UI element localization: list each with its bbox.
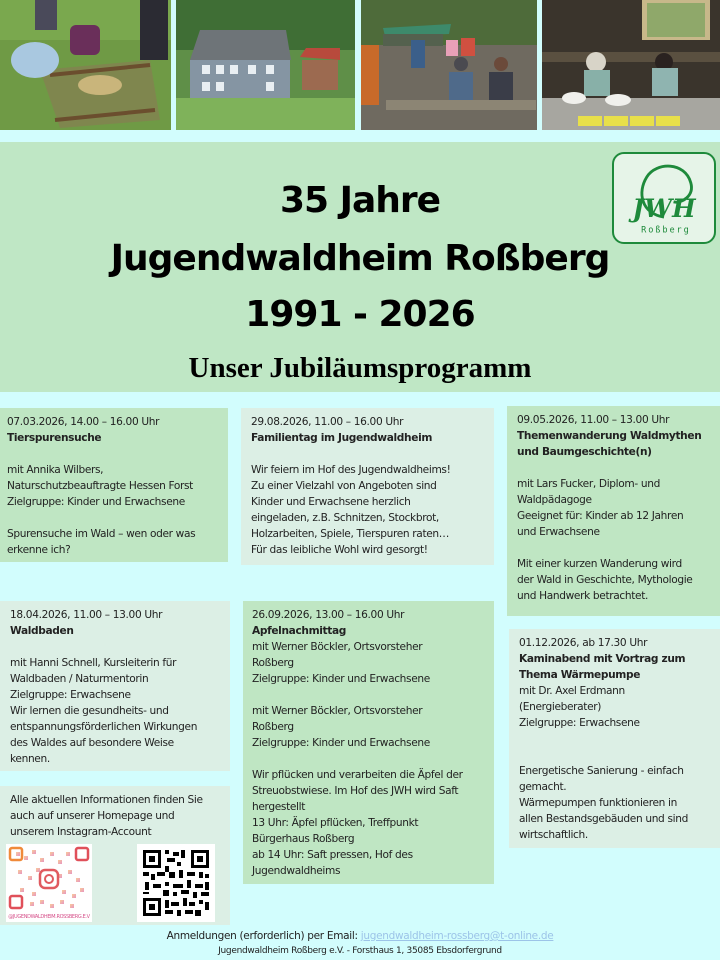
event-text: Zielgruppe: Kinder und Erwachsene bbox=[252, 673, 430, 685]
event-card-tierspurensuche bbox=[0, 408, 228, 562]
event-text: des Waldes auf besondere Weise bbox=[10, 737, 174, 749]
event-title-cont: Thema Wärmepumpe bbox=[519, 669, 641, 681]
event-card-waldbaden bbox=[0, 601, 230, 771]
event-text: der Wald in Geschichte, Mythologie bbox=[517, 574, 693, 586]
event-text: hergestellt bbox=[252, 801, 306, 813]
event-text bbox=[7, 446, 221, 462]
registration-label: Anmeldungen (erforderlich) per Email: bbox=[166, 930, 361, 942]
homepage-qr-code[interactable] bbox=[137, 844, 215, 922]
event-text: gemacht. bbox=[519, 781, 567, 793]
event-text: Spurensuche im Wald – wen oder was bbox=[7, 528, 196, 540]
photo-group-in-forest-camp bbox=[361, 0, 537, 130]
header-banner bbox=[0, 142, 720, 392]
event-text: Roßberg bbox=[252, 657, 294, 669]
photo-jugendwaldheim-building bbox=[176, 0, 355, 130]
event-text bbox=[517, 540, 713, 556]
event-text: entspannungsförderlichen Wirkungen bbox=[10, 721, 198, 733]
event-date: 29.08.2026, 11.00 – 16.00 Uhr bbox=[251, 416, 404, 428]
event-card-familientag bbox=[241, 408, 494, 565]
event-text: Zielgruppe: Erwachsene bbox=[519, 717, 640, 729]
event-text bbox=[10, 639, 223, 655]
event-text: mit Werner Böckler, Ortsvorsteher bbox=[252, 705, 423, 717]
event-card-apfelnachmittag bbox=[243, 601, 494, 884]
logo-initials: JWH bbox=[632, 194, 696, 224]
event-text: (Energieberater) bbox=[519, 701, 602, 713]
photo-children-building-in-field bbox=[0, 0, 171, 130]
event-text: Streuobstwiese. Im Hof des JWH wird Saft bbox=[252, 785, 459, 797]
event-text: Jugendwaldheims bbox=[252, 865, 341, 877]
event-text: Energetische Sanierung - einfach bbox=[519, 765, 684, 777]
event-text: mit Hanni Schnell, Kursleiterin für bbox=[10, 657, 177, 669]
event-text: Waldpädagoge bbox=[517, 494, 592, 506]
event-text: erkenne ich? bbox=[7, 544, 71, 556]
instagram-handle: @JUGENDWALDHEIM.ROSSBERG.E.V bbox=[8, 914, 90, 920]
event-text bbox=[517, 460, 713, 476]
event-text: Geeignet für: Kinder ab 12 Jahren bbox=[517, 510, 684, 522]
event-text: Kinder und Erwachsene herzlich bbox=[251, 496, 411, 508]
event-date: 09.05.2026, 11.00 – 13.00 Uhr bbox=[517, 414, 670, 426]
event-text: Zielgruppe: Erwachsene bbox=[10, 689, 131, 701]
event-text: mit Annika Wilbers, bbox=[7, 464, 104, 476]
event-date: 26.09.2026, 13.00 – 16.00 Uhr bbox=[252, 609, 405, 621]
event-text: 13 Uhr: Äpfel pflücken, Treffpunkt bbox=[252, 817, 419, 829]
registration-line bbox=[0, 930, 720, 942]
event-text: kennen. bbox=[10, 753, 50, 765]
event-text: Zu einer Vielzahl von Angeboten sind bbox=[251, 480, 437, 492]
title-organization: Jugendwaldheim Roßberg bbox=[110, 238, 610, 279]
event-text: und Erwachsene bbox=[517, 526, 600, 538]
event-text: Roßberg bbox=[252, 721, 294, 733]
event-text: Naturschutzbeauftragte Hessen Forst bbox=[7, 480, 193, 492]
event-card-kaminabend bbox=[509, 629, 720, 848]
event-text: Wir pflücken und verarbeiten die Äpfel der bbox=[252, 769, 463, 781]
event-title: Themenwanderung Waldmythen bbox=[517, 430, 702, 442]
event-text: Zielgruppe: Kinder und Erwachsene bbox=[252, 737, 430, 749]
event-title: Familientag im Jugendwaldheim bbox=[251, 432, 433, 444]
event-date: 01.12.2026, ab 17.30 Uhr bbox=[519, 637, 648, 649]
event-text bbox=[251, 446, 487, 462]
event-text bbox=[252, 751, 487, 767]
event-text bbox=[252, 687, 487, 703]
title-years: 1991 - 2026 bbox=[245, 294, 475, 335]
event-title: Kaminabend mit Vortrag zum bbox=[519, 653, 686, 665]
event-text bbox=[7, 510, 221, 526]
event-text: Wir lernen die gesundheits- und bbox=[10, 705, 169, 717]
info-text: Alle aktuellen Informationen finden Sie bbox=[10, 794, 203, 806]
event-text: mit Dr. Axel Erdmann bbox=[519, 685, 625, 697]
event-card-themenwanderung bbox=[507, 406, 720, 616]
event-date: 07.03.2026, 14.00 – 16.00 Uhr bbox=[7, 416, 160, 428]
email-link[interactable]: jugendwaldheim-rossberg@t-online.de bbox=[360, 930, 554, 942]
event-text: Bürgerhaus Roßberg bbox=[252, 833, 355, 845]
info-text: unserem Instagram-Account bbox=[10, 826, 152, 838]
event-text: Mit einer kurzen Wanderung wird bbox=[517, 558, 682, 570]
photo-microscope-station bbox=[542, 0, 720, 130]
event-text: mit Lars Fucker, Diplom- und bbox=[517, 478, 660, 490]
jwh-logo bbox=[612, 152, 716, 244]
event-text: Wärmepumpen funktionieren in bbox=[519, 797, 678, 809]
event-title: Apfelnachmittag bbox=[252, 625, 346, 637]
event-title-cont: und Baumgeschichte(n) bbox=[517, 446, 652, 458]
title-anniversary: 35 Jahre bbox=[279, 180, 441, 221]
event-text: Wir feiern im Hof des Jugendwaldheims! bbox=[251, 464, 451, 476]
event-text: und Handwerk betrachtet. bbox=[517, 590, 649, 602]
event-text: Holzarbeiten, Spiele, Tierspuren raten… bbox=[251, 528, 450, 540]
event-title: Waldbaden bbox=[10, 625, 74, 637]
event-text: Waldbaden / Naturmentorin bbox=[10, 673, 149, 685]
event-text: Zielgruppe: Kinder und Erwachsene bbox=[7, 496, 185, 508]
event-text: mit Werner Böckler, Ortsvorsteher bbox=[252, 641, 423, 653]
address-line: Jugendwaldheim Roßberg e.V. - Forsthaus 1, 35085 Ebsdorfergrund bbox=[218, 946, 502, 956]
event-text: ab 14 Uhr: Saft pressen, Hof des bbox=[252, 849, 413, 861]
event-title: Tierspurensuche bbox=[7, 432, 102, 444]
event-text bbox=[519, 747, 713, 763]
event-text: eingeladen, z.B. Schnitzen, Stockbrot, bbox=[251, 512, 439, 524]
event-text: allen Bestandsgebäuden und sind bbox=[519, 813, 688, 825]
subtitle-program: Unser Jubiläumsprogramm bbox=[188, 352, 532, 384]
event-text: Für das leibliche Wohl wird gesorgt! bbox=[251, 544, 428, 556]
info-box bbox=[0, 786, 230, 925]
instagram-qr-code[interactable] bbox=[6, 844, 92, 922]
event-text bbox=[519, 731, 713, 747]
info-text: auch auf unserer Homepage und bbox=[10, 810, 175, 822]
event-text: wirtschaftlich. bbox=[519, 829, 588, 841]
event-date: 18.04.2026, 11.00 – 13.00 Uhr bbox=[10, 609, 163, 621]
logo-caption: Roßberg bbox=[641, 225, 691, 236]
